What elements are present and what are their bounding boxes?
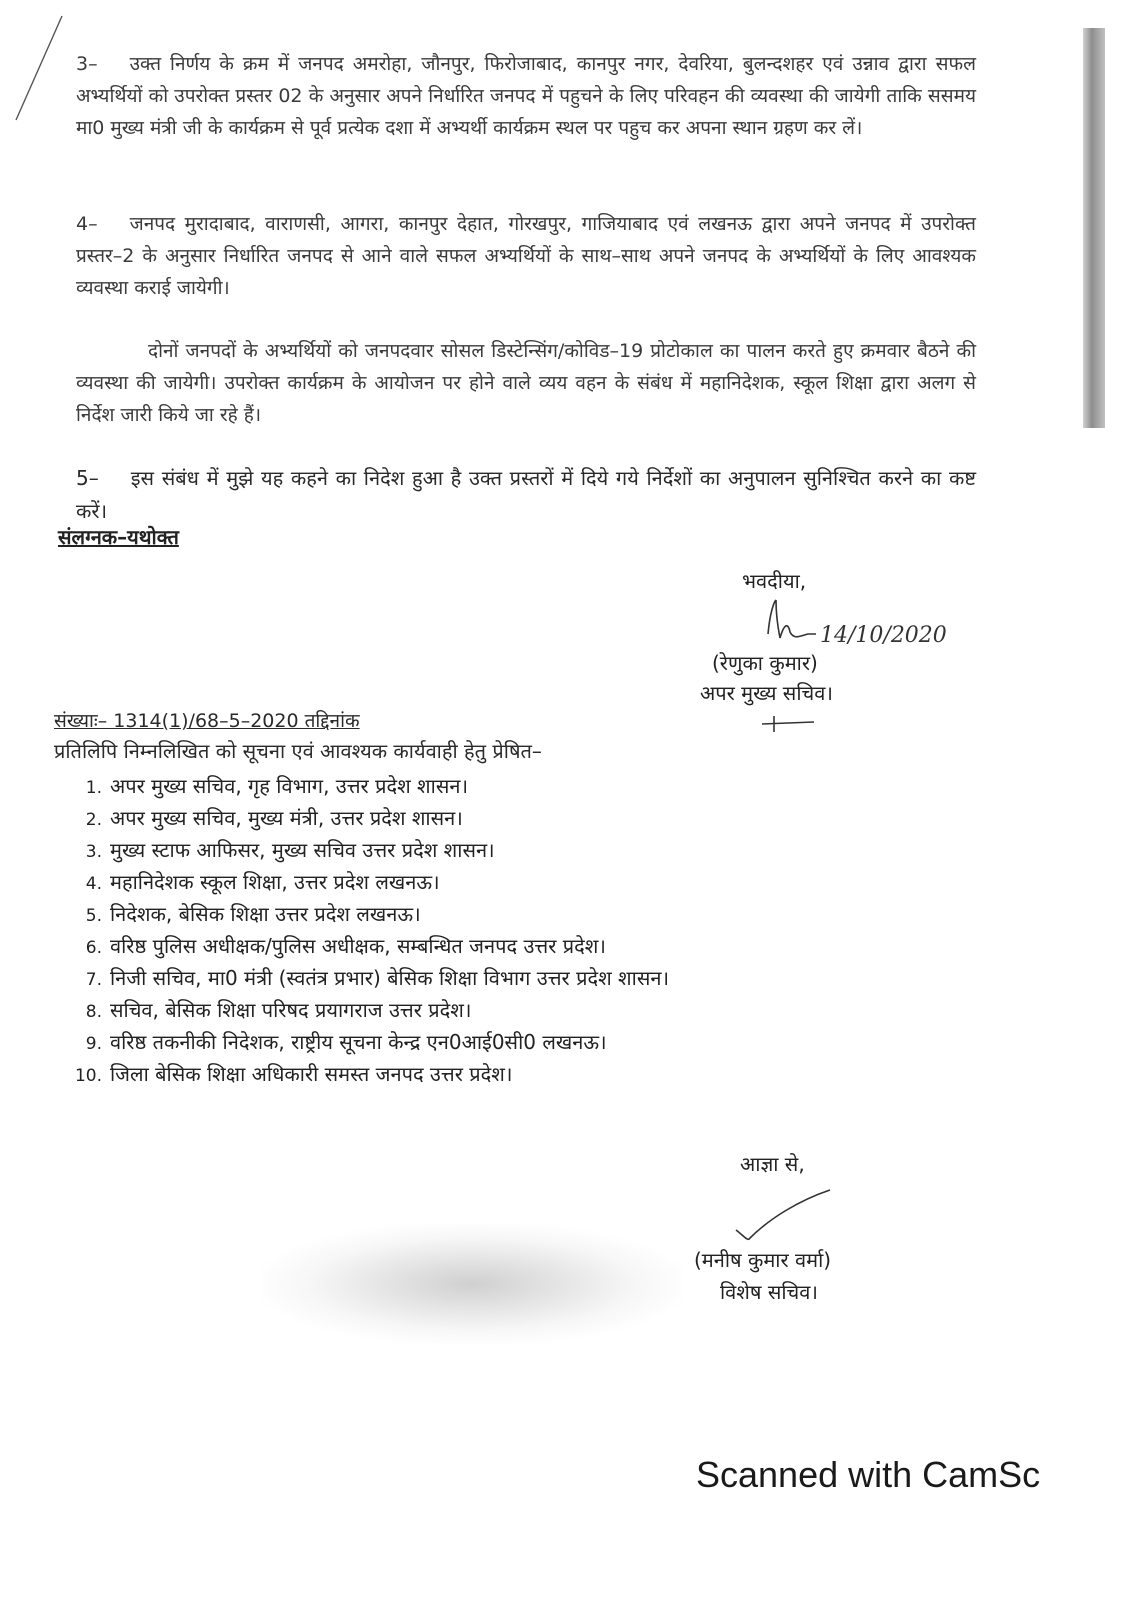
list-item-text: वरिष्ठ पुलिस अधीक्षक/पुलिस अधीक्षक, सम्बन्धित जनपद उत्तर प्रदेश। <box>110 934 606 958</box>
list-item-number: 1. <box>85 778 102 798</box>
list-item-text: सचिव, बेसिक शिक्षा परिषद प्रयागराज उत्तर प्रदेश। <box>110 998 472 1022</box>
scan-smudge <box>262 1224 682 1344</box>
handwritten-signature-2 <box>730 1178 850 1248</box>
enclosure-note: संलग्नक–यथोक्त <box>58 525 179 549</box>
signatory-2-designation: विशेष सचिव। <box>720 1280 818 1304</box>
list-item <box>70 802 669 834</box>
list-item <box>70 770 669 802</box>
list-item-number: 6. <box>85 938 102 958</box>
paragraph-5-number: 5– <box>76 466 99 490</box>
list-item <box>70 866 669 898</box>
signatory-2-name: (मनीष कुमार वर्मा) <box>694 1248 832 1272</box>
list-item-number: 4. <box>85 874 102 894</box>
paragraph-5-text: इस संबंध में मुझे यह कहने का निदेश हुआ है उक्त प्रस्तरों में दिये गये निर्देशों का अनुपालन सुनिश्चित करने का कष्ट करें। <box>76 466 976 523</box>
scan-edge-shadow <box>1083 28 1105 428</box>
list-item-text: जिला बेसिक शिक्षा अधिकारी समस्त जनपद उत्तर प्रदेश। <box>110 1062 513 1086</box>
list-item <box>70 898 669 930</box>
copy-forwarded-line: प्रतिलिपि निम्नलिखित को सूचना एवं आवश्यक कार्यवाही हेतु प्रेषित– <box>54 739 542 763</box>
signatory-1-designation: अपर मुख्य सचिव। <box>700 681 833 705</box>
list-item-text: वरिष्ठ तकनीकी निदेशक, राष्ट्रीय सूचना केन्द्र एन0आई0सी0 लखनऊ। <box>110 1030 607 1054</box>
closing-salutation-1: भवदीया, <box>742 569 807 593</box>
list-item <box>70 1026 669 1058</box>
scanner-watermark: Scanned with CamSc <box>696 1454 1041 1495</box>
paragraph-3 <box>76 48 976 144</box>
list-item-text: निजी सचिव, मा0 मंत्री (स्वतंत्र प्रभार) बेसिक शिक्षा विभाग उत्तर प्रदेश शासन। <box>110 966 670 990</box>
paragraph-4 <box>76 208 976 304</box>
list-item-text: अपर मुख्य सचिव, मुख्य मंत्री, उत्तर प्रदेश शासन। <box>110 806 463 830</box>
paragraph-5 <box>76 462 976 528</box>
list-item-text: निदेशक, बेसिक शिक्षा उत्तर प्रदेश लखनऊ। <box>110 902 421 926</box>
paragraph-4-number: 4– <box>76 213 98 235</box>
list-item <box>70 994 669 1026</box>
signatory-1-name: (रेणुका कुमार) <box>712 651 818 675</box>
list-item <box>70 1058 669 1090</box>
list-item-number: 3. <box>85 842 102 862</box>
margin-pen-stroke <box>10 10 70 130</box>
paragraph-4-continuation: दोनों जनपदों के अभ्यर्थियों को जनपदवार सोसल डिस्टेन्सिंग/कोविड–19 प्रोटोकाल का पालन करते हुए क्रमवार बैठने की व्यवस्था की जायेगी। उपरोक्त कार्यक्रम के आयोजन पर होने वाले व्यय वहन के संबंध में महानिदेशक, स्कूल शिक्षा द्वारा अलग से निर्देश जारी किये जा रहे हैं। <box>76 340 976 426</box>
paragraph-3-text: उक्त निर्णय के क्रम में जनपद अमरोहा, जौनपुर, फिरोजाबाद, कानपुर नगर, देवरिया, बुलन्दशहर एवं उन्नाव द्वारा सफल अभ्यर्थियों को उपरोक्त प्रस्तर 02 के अनुसार अपने निर्धारित जनपद में पहुचने के लिए परिवहन की व्यवस्था की जायेगी ताकि ससमय मा0 मुख्य मंत्री जी के कार्यक्रम से पूर्व प्रत्येक दशा में अभ्यर्थी कार्यक्रम स्थल पर पहुच कर अपना स्थान ग्रहण कर लें। <box>76 53 976 139</box>
list-item-text: मुख्य स्टाफ आफिसर, मुख्य सचिव उत्तर प्रदेश शासन। <box>110 838 495 862</box>
initial-mark <box>760 712 820 736</box>
list-item-number: 2. <box>85 810 102 830</box>
list-item-number: 5. <box>85 906 102 926</box>
closing-salutation-2: आज्ञा से, <box>740 1152 805 1176</box>
list-item-text: अपर मुख्य सचिव, गृह विभाग, उत्तर प्रदेश शासन। <box>110 774 469 798</box>
list-item <box>70 962 669 994</box>
list-item-number: 8. <box>85 1002 102 1022</box>
list-item-number: 7. <box>85 970 102 990</box>
paragraph-3-number: 3– <box>76 53 98 75</box>
svg-text:14/10/2020: 14/10/2020 <box>820 623 947 648</box>
list-item-number: 9. <box>85 1034 102 1054</box>
list-item <box>70 930 669 962</box>
paragraph-4-text: जनपद मुरादाबाद, वाराणसी, आगरा, कानपुर देहात, गोरखपुर, गाजियाबाद एवं लखनऊ द्वारा अपने जनपद में उपरोक्त प्रस्तर–2 के अनुसार निर्धारित जनपद से आने वाले सफल अभ्यर्थियों के साथ–साथ अपने जनपद के अभ्यर्थियों के लिए आवश्यक व्यवस्था कराई जायेगी। <box>76 213 976 299</box>
list-item-number: 10. <box>74 1066 102 1086</box>
list-item <box>70 834 669 866</box>
list-item-text: महानिदेशक स्कूल शिक्षा, उत्तर प्रदेश लखनऊ। <box>110 870 440 894</box>
reference-number: संख्याः– 1314(1)/68–5–2020 तद्दिनांक <box>54 710 360 732</box>
recipient-list <box>70 770 669 1090</box>
handwritten-signature-1 <box>760 594 990 650</box>
